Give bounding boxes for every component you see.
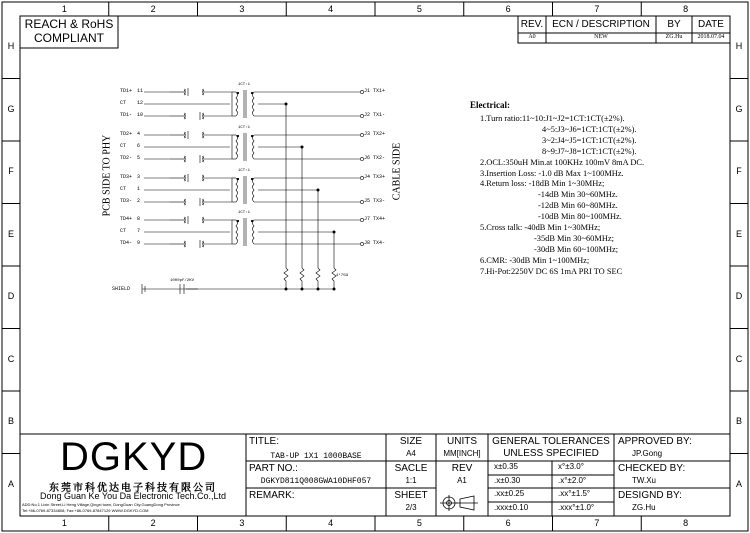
junction-dot bbox=[251, 135, 253, 137]
pin-name: CT bbox=[120, 143, 127, 149]
company-name-en: Dong Guan Ke You Da Electronic Tech.Co.,Ltd bbox=[40, 491, 226, 501]
transformer-winding bbox=[236, 220, 238, 244]
transformer-winding bbox=[203, 175, 205, 181]
units-value: MM[INCH] bbox=[443, 449, 481, 458]
grid-column-label: 8 bbox=[683, 518, 689, 528]
junction-dot bbox=[237, 220, 239, 222]
transformer-channel-2 bbox=[144, 131, 364, 268]
tolerance-linear: .xxx±0.10 bbox=[494, 502, 529, 512]
transformer-winding bbox=[184, 89, 186, 95]
transformer-winding bbox=[253, 178, 255, 202]
rev-row-by: ZG.Hu bbox=[665, 34, 683, 40]
grid-row-label: F bbox=[8, 166, 14, 177]
electrical-spec-line: -30dB Min 60~100MHz; bbox=[534, 244, 619, 254]
electrical-spec-line: -10dB Min 80~100MHz. bbox=[538, 212, 622, 222]
sheet-label: SHEET bbox=[394, 490, 428, 501]
transformer-winding bbox=[236, 135, 238, 159]
title-value: TAB-UP 1X1 1000BASE bbox=[270, 452, 362, 461]
cable-pin-name: TX3+ bbox=[373, 174, 386, 180]
grid-row-label: G bbox=[7, 103, 15, 114]
transformer-winding bbox=[236, 178, 238, 202]
transformer-winding bbox=[184, 132, 186, 138]
grid-row-label: C bbox=[7, 353, 15, 364]
termination-resistor bbox=[284, 268, 288, 289]
company-logo: DGKYD bbox=[60, 435, 208, 479]
grid-column-label: 3 bbox=[239, 518, 245, 528]
termination-resistor bbox=[332, 268, 336, 289]
cap-label: 1000pF/2KV bbox=[170, 279, 195, 283]
cable-pin-name: TX2- bbox=[373, 155, 386, 161]
transformer-winding bbox=[184, 241, 186, 247]
grid-column-label: 2 bbox=[150, 4, 156, 14]
grid-column-label: 3 bbox=[239, 4, 245, 14]
transformer-winding bbox=[203, 89, 205, 95]
pin-number: 10 bbox=[137, 112, 144, 118]
transformer-winding bbox=[203, 132, 205, 138]
designed-value: ZG.Hu bbox=[632, 503, 656, 512]
junction-dot bbox=[251, 178, 253, 180]
transformer-winding bbox=[253, 220, 255, 244]
sheet-value: 2/3 bbox=[405, 503, 417, 512]
transformer-channel-4 bbox=[144, 216, 364, 268]
company-contact: Tel:+86-0769-87334808; Fax:+86-0769-87847129 WWW.DGKYD.COM bbox=[22, 508, 149, 513]
pin-number: 1 bbox=[137, 186, 141, 192]
pin-number: 7 bbox=[137, 228, 141, 234]
transformer-winding bbox=[203, 217, 205, 223]
tolerance-linear: .xx±0.25 bbox=[494, 489, 525, 499]
company-block bbox=[20, 434, 246, 516]
pin-name: CT bbox=[120, 186, 127, 192]
grid-column-label: 5 bbox=[416, 4, 422, 14]
designed-label: DESIGND BY: bbox=[618, 490, 682, 501]
electrical-spec-line: 1.Turn ratio:11~10:J1~J2=1CT:1CT(±2%). bbox=[480, 114, 625, 123]
cable-pin-id: J7 bbox=[364, 216, 371, 222]
ratio-label: 1CT:1 bbox=[238, 211, 251, 215]
transformer-winding bbox=[203, 113, 205, 119]
pin-number: 6 bbox=[137, 143, 141, 149]
tolerance-angle: x°±3.0° bbox=[558, 462, 584, 471]
electrical-spec-line: -14dB Min 30~60MHz. bbox=[538, 190, 618, 200]
pin-number: 3 bbox=[137, 174, 141, 180]
termination-resistor bbox=[316, 268, 320, 289]
grid-column-label: 8 bbox=[683, 4, 689, 14]
grid-row-label: A bbox=[735, 478, 742, 489]
compliance-line2: COMPLIANT bbox=[33, 31, 104, 45]
resistor-label: 4*75Ω bbox=[336, 274, 349, 278]
pin-name: TD3+ bbox=[120, 174, 133, 180]
grid-row-label: H bbox=[7, 41, 15, 52]
grid-column-label: 1 bbox=[61, 518, 67, 528]
transformer-winding bbox=[253, 135, 255, 159]
junction-dot bbox=[237, 178, 239, 180]
pin-name: TD1+ bbox=[120, 88, 133, 94]
scale-value: 1:1 bbox=[405, 476, 417, 485]
size-value: A4 bbox=[406, 449, 416, 458]
cable-pin-id: J1 bbox=[364, 88, 371, 94]
cable-pin-name: TX1+ bbox=[373, 88, 386, 94]
pin-number: 12 bbox=[137, 100, 144, 106]
tolerance-linear: x±0.35 bbox=[494, 462, 518, 471]
rev-row-date: 2018.07.04 bbox=[697, 34, 725, 40]
transformer-winding bbox=[184, 199, 186, 205]
ratio-label: 1CT:1 bbox=[238, 83, 251, 87]
junction-dot bbox=[251, 220, 253, 222]
pin-name: TD4- bbox=[120, 240, 133, 246]
company-name-cn: 东莞市科优达电子科技有限公司 bbox=[49, 483, 217, 494]
projection-symbol bbox=[440, 495, 478, 511]
by-header: BY bbox=[667, 19, 681, 30]
company-address: ADD:No.1 Lixin Street,Li Heng Village,Qingxi town, DongGuan City,GuangDong Province bbox=[22, 502, 180, 507]
approved-label: APPROVED BY: bbox=[618, 436, 692, 447]
ratio-label: 1CT:1 bbox=[238, 169, 251, 173]
junction-dot bbox=[237, 92, 239, 94]
grid-column-label: 6 bbox=[505, 518, 511, 528]
ratio-label: 1CT:1 bbox=[238, 126, 251, 130]
date-header: DATE bbox=[698, 19, 724, 30]
pin-name: TD2+ bbox=[120, 131, 133, 137]
rev-value: A1 bbox=[457, 476, 467, 485]
grid-column-label: 7 bbox=[594, 4, 600, 14]
transformer-winding bbox=[184, 156, 186, 162]
cable-pin-name: TX3- bbox=[373, 198, 386, 204]
electrical-spec-line: 8~9:J7~J8=1CT:1CT(±2%). bbox=[542, 146, 637, 156]
grid-row-label: C bbox=[735, 353, 743, 364]
transformer-winding bbox=[253, 92, 255, 116]
cable-pin-id: J4 bbox=[364, 174, 371, 180]
grid-column-label: 6 bbox=[505, 4, 511, 14]
transformer-channel-3 bbox=[144, 174, 364, 268]
transformer-winding bbox=[203, 199, 205, 205]
pin-number: 9 bbox=[137, 240, 141, 246]
cable-pin-name: TX4+ bbox=[373, 216, 386, 222]
electrical-spec-line: 3~2:J4~J5=1CT:1CT(±2%). bbox=[542, 135, 637, 145]
transformer-schematic bbox=[142, 88, 364, 294]
electrical-title: Electrical: bbox=[470, 100, 510, 110]
pin-number: 8 bbox=[137, 216, 141, 222]
partno-label: PART NO.: bbox=[249, 463, 298, 474]
electrical-spec-line: 7.Hi-Pot:2250V DC 6S 1mA PRI TO SEC bbox=[480, 266, 623, 276]
electrical-spec-line: 4.Return loss: -18dB Min 1~30MHz; bbox=[480, 179, 605, 189]
grid-column-label: 5 bbox=[416, 518, 422, 528]
title-label: TITLE: bbox=[249, 436, 280, 447]
tolerance-angle: .xx°±1.5° bbox=[558, 489, 591, 499]
units-label: UNITS bbox=[447, 436, 477, 447]
pin-number: 2 bbox=[137, 198, 141, 204]
pin-name: TD4+ bbox=[120, 216, 133, 222]
scale-label: SACLE bbox=[394, 463, 428, 474]
grid-row-label: D bbox=[735, 291, 743, 302]
tolerance-angle: .xxx°±1.0° bbox=[558, 502, 595, 512]
electrical-spec-line: 3.Insertion Loss: -1.0 dB Max 1~100MHz. bbox=[480, 168, 624, 178]
tolerance-linear: .x±0.30 bbox=[494, 475, 521, 485]
cable-pin-name: TX2+ bbox=[373, 131, 386, 137]
grid-column-label: 2 bbox=[150, 518, 156, 528]
electrical-spec-line: 2.OCL:350uH Min.at 100KHz 100mV 8mA DC. bbox=[480, 157, 645, 167]
pin-name: CT bbox=[120, 100, 127, 106]
grid-row-label: E bbox=[735, 228, 742, 239]
cable-pin-name: TX4- bbox=[373, 240, 386, 246]
tolerance-title-1: GENERAL TOLERANCES bbox=[492, 436, 610, 447]
grid-row-label: A bbox=[7, 478, 14, 489]
shield-label: SHIELD bbox=[112, 286, 131, 292]
junction-dot bbox=[237, 135, 239, 137]
transformer-winding bbox=[203, 156, 205, 162]
grid-row-label: G bbox=[735, 103, 743, 114]
checked-label: CHECKED BY: bbox=[618, 463, 686, 474]
remark-label: REMARK: bbox=[249, 490, 295, 501]
ecn-header: ECN / DESCRIPTION bbox=[552, 19, 650, 30]
grid-row-label: E bbox=[7, 228, 14, 239]
electrical-spec-line: 5.Cross talk: -40dB Min 1~30MHz; bbox=[480, 223, 601, 232]
pcb-side-label: PCB SIDE TO PHY bbox=[101, 134, 113, 217]
rev-row-ecn: NEW bbox=[594, 34, 608, 40]
cable-pin-name: TX1- bbox=[373, 112, 386, 118]
electrical-spec-line: 4~5:J3~J6=1CT:1CT(±2%). bbox=[542, 124, 637, 134]
tolerance-angle: .x°±2.0° bbox=[558, 475, 587, 485]
transformer-winding bbox=[236, 92, 238, 116]
pin-name: TD3- bbox=[120, 198, 133, 204]
grid-row-label: B bbox=[7, 416, 14, 427]
rev-header: REV. bbox=[520, 19, 544, 30]
grid-row-label: B bbox=[735, 416, 742, 427]
pin-number: 4 bbox=[137, 131, 141, 137]
transformer-winding bbox=[184, 175, 186, 181]
compliance-badge bbox=[20, 17, 118, 45]
grid-row-label: H bbox=[735, 41, 743, 52]
junction-dot bbox=[251, 92, 253, 94]
pin-number: 5 bbox=[137, 155, 141, 161]
grid-column-label: 4 bbox=[328, 518, 334, 528]
cable-pin-id: J6 bbox=[364, 155, 371, 161]
rev-row-rev: A0 bbox=[528, 34, 536, 40]
transformer-winding bbox=[184, 113, 186, 119]
cable-pin-id: J5 bbox=[364, 198, 371, 204]
transformer-winding bbox=[203, 241, 205, 247]
grid-row-label: F bbox=[736, 166, 742, 177]
approved-value: JP.Gong bbox=[632, 449, 663, 458]
grid-row-label: D bbox=[7, 291, 15, 302]
cable-pin-id: J2 bbox=[364, 112, 371, 118]
electrical-spec-line: -35dB Min 30~60MHz; bbox=[534, 233, 614, 243]
checked-value: TW.Xu bbox=[632, 476, 657, 485]
compliance-line1: REACH & RoHS bbox=[24, 17, 114, 31]
grid-column-label: 1 bbox=[61, 4, 67, 14]
size-label: SIZE bbox=[399, 436, 423, 447]
electrical-spec-line: 6.CMR: -30dB Min 1~100MHz; bbox=[480, 255, 590, 265]
pin-name: TD2- bbox=[120, 155, 133, 161]
rev-label: REV bbox=[451, 463, 473, 474]
pin-name: CT bbox=[120, 228, 127, 234]
cable-pin-id: J3 bbox=[364, 131, 371, 137]
pin-number: 11 bbox=[137, 88, 144, 94]
tolerance-title-2: UNLESS SPECIFIED bbox=[503, 448, 599, 459]
partno-value: DGKYD811Q008GWA10DHF057 bbox=[260, 477, 372, 486]
grid-column-label: 4 bbox=[328, 4, 334, 14]
cable-side-label: CABLE SIDE bbox=[391, 142, 403, 201]
electrical-spec-line: -12dB Min 60~80MHz. bbox=[538, 201, 618, 211]
cable-pin-id: J8 bbox=[364, 240, 371, 246]
termination-resistor bbox=[300, 268, 304, 289]
transformer-winding bbox=[184, 217, 186, 223]
grid-column-label: 7 bbox=[594, 518, 600, 528]
pin-name: TD1- bbox=[120, 112, 133, 118]
